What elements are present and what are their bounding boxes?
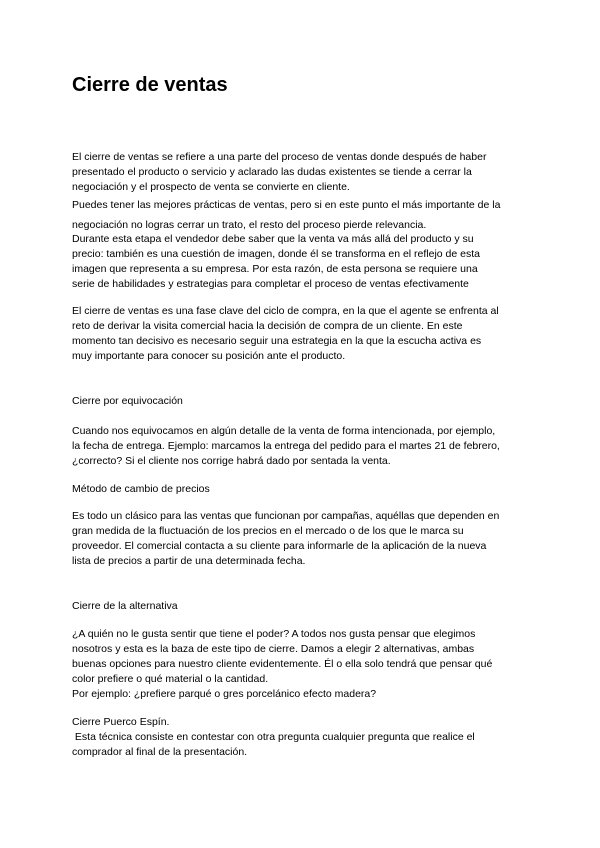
text-line: ¿correcto? Si el cliente nos corrige habrá dado por sentada la venta. bbox=[72, 455, 391, 467]
text-line: Puedes tener las mejores prácticas de ventas, pero si en este punto el más importante de la bbox=[72, 199, 501, 211]
text-line: negociación y el prospecto de venta se convierte en cliente. bbox=[72, 181, 350, 193]
text-line: comprador al final de la presentación. bbox=[72, 746, 248, 758]
section-body-puerco-espin bbox=[72, 730, 532, 760]
text-line: Durante esta etapa el vendedor debe saber que la venta va más allá del producto y su bbox=[72, 233, 474, 245]
section-body-equivocacion bbox=[72, 424, 532, 469]
intro-paragraph-2 bbox=[72, 195, 532, 235]
section-heading-alternativa bbox=[72, 599, 532, 614]
text-line: nosotros y esta es la baza de este tipo de cierre. Damos a elegir 2 alternativas, ambas bbox=[72, 643, 475, 655]
text-line: lista de precios a partir de una determinada fecha. bbox=[72, 555, 306, 567]
intro-paragraph-1 bbox=[72, 150, 532, 195]
text-line: Por ejemplo: ¿prefiere parqué o gres porcelánico efecto madera? bbox=[72, 688, 377, 700]
heading-text: Cierre Puerco Espín. bbox=[72, 716, 170, 728]
text-line: negociación no logras cerrar un trato, el resto del proceso pierde relevancia. bbox=[72, 219, 427, 231]
text-line: precio: también es una cuestión de imagen, donde él se transforma en el reflejo de esta bbox=[72, 248, 480, 260]
text-line: Es todo un clásico para las ventas que funcionan por campañas, aquéllas que dependen en bbox=[72, 510, 500, 522]
text-line: presentado el producto o servicio y aclarado las dudas existentes se tiende a cerrar la bbox=[72, 166, 472, 178]
text-line: proveedor. El comercial contacta a su cliente para informarle de la aplicación de la nueva bbox=[72, 540, 487, 552]
section-heading-equivocacion bbox=[72, 394, 532, 409]
section-body-alternativa bbox=[72, 627, 532, 702]
intro-paragraph-4 bbox=[72, 304, 532, 364]
section-body-cambio-precios bbox=[72, 509, 532, 569]
text-line: Cuando nos equivocamos en algún detalle de la venta de forma intencionada, por ejemplo, bbox=[72, 425, 496, 437]
section-heading-puerco-espin bbox=[72, 715, 532, 730]
heading-text: Método de cambio de precios bbox=[72, 483, 210, 495]
text-line: imagen que representa a su empresa. Por esta razón, de esta persona se requiere una bbox=[72, 263, 478, 275]
text-line: la fecha de entrega. Ejemplo: marcamos la entrega del pedido para el martes 21 de febrero, bbox=[72, 440, 500, 452]
text-line: reto de derivar la visita comercial hacia la decisión de compra de un cliente. En este bbox=[72, 320, 463, 332]
text-line: gran medida de la fluctuación de los precios en el mercado o de los que le marca su bbox=[72, 525, 464, 537]
heading-text: Cierre por equivocación bbox=[72, 395, 183, 407]
text-line: El cierre de ventas es una fase clave del ciclo de compra, en la que el agente se enfrenta al bbox=[72, 305, 499, 317]
text-line: El cierre de ventas se refiere a una parte del proceso de ventas donde después de haber bbox=[72, 151, 487, 163]
section-heading-cambio-precios bbox=[72, 482, 532, 497]
text-line: color prefiere o qué material o la cantidad. bbox=[72, 673, 269, 685]
intro-paragraph-3 bbox=[72, 232, 532, 292]
text-line: momento tan decisivo es necesario seguir una estrategia en la que la escucha activa es bbox=[72, 335, 482, 347]
text-line: Esta técnica consiste en contestar con otra pregunta cualquier pregunta que realice el bbox=[72, 731, 475, 743]
page-title: Cierre de ventas bbox=[72, 74, 228, 96]
text-line: buenas opciones para nuestro cliente evidentemente. Él o ella solo tendrá que pensar qué bbox=[72, 658, 493, 670]
text-line: muy importante para conocer su posición ante el producto. bbox=[72, 350, 346, 362]
text-line: serie de habilidades y estrategias para completar el proceso de ventas efectivamente bbox=[72, 278, 469, 290]
text-line: ¿A quién no le gusta sentir que tiene el poder? A todos nos gusta pensar que elegimos bbox=[72, 628, 476, 640]
heading-text: Cierre de la alternativa bbox=[72, 600, 178, 612]
